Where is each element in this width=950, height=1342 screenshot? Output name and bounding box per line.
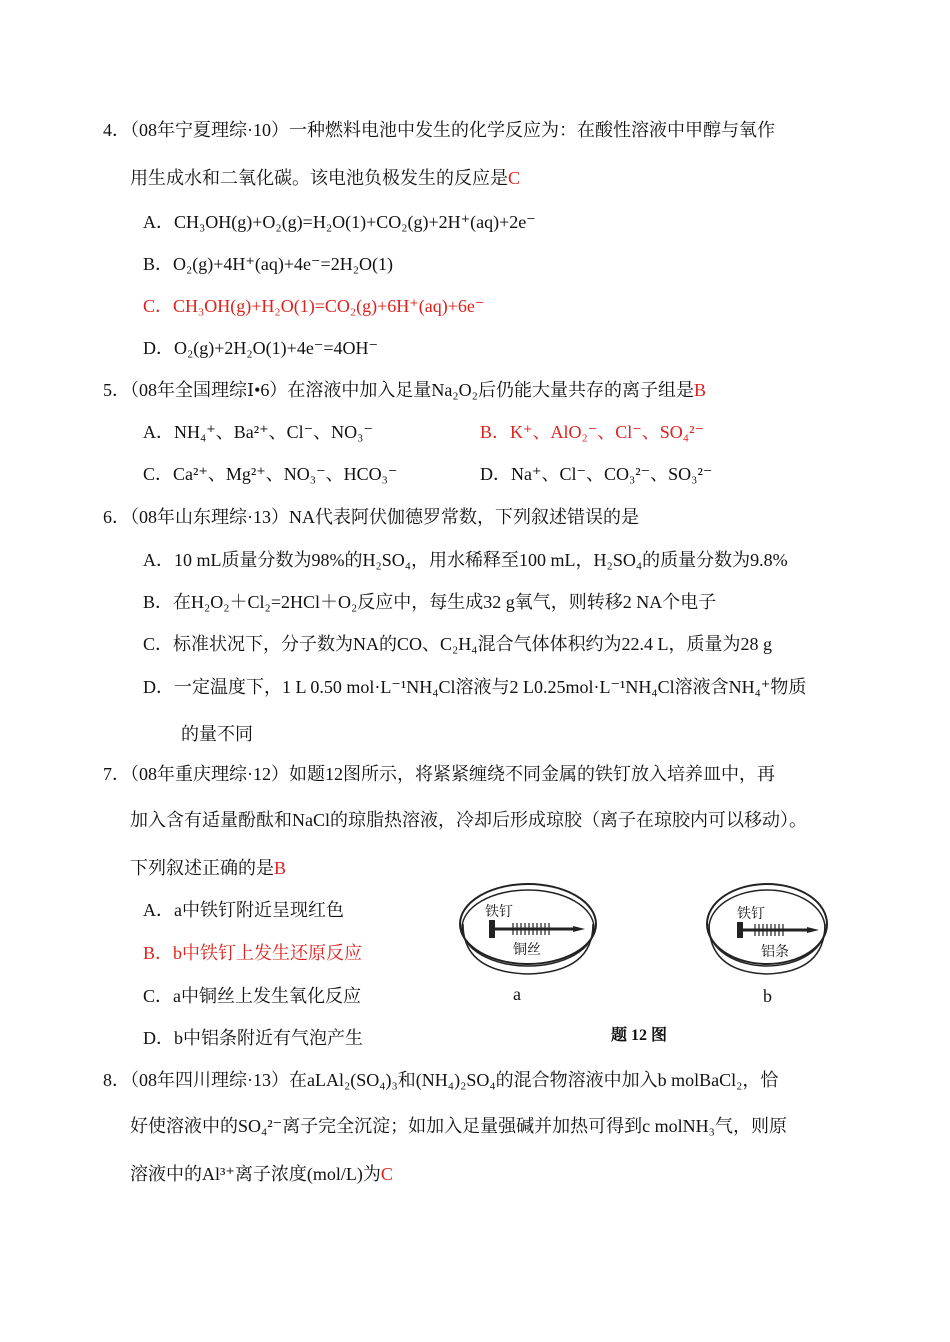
q7-stem: （08年重庆理综·12）如题12图所示，将紧紧缠绕不同金属的铁钉放入培养皿中，再 bbox=[130, 764, 775, 784]
q6-stem-line bbox=[103, 505, 639, 529]
q6-option-d: D．一定温度下，1 L 0.50 mol·L⁻¹NH₄Cl溶液与2 L0.25mol·L⁻¹NH₄Cl溶液含NH₄⁺物质 bbox=[143, 677, 807, 697]
petri-dish-a bbox=[460, 884, 596, 1004]
q8-stem-line1 bbox=[103, 1068, 778, 1092]
q4-answer: C bbox=[508, 168, 521, 188]
figure-b-wire-label: 铝条 bbox=[761, 944, 789, 960]
q8-stem-line3: 溶液中的Al³⁺离子浓度(mol/L)为C bbox=[130, 1164, 393, 1184]
q4-option-c: C．CH₃OH(g)+H₂O(1)=CO₂(g)+6H⁺(aq)+6e⁻ bbox=[143, 296, 485, 316]
q5-option-b: B．K⁺、AlO₂⁻、Cl⁻、SO₄²⁻ bbox=[480, 422, 704, 442]
figure-a-label: a bbox=[513, 984, 521, 1004]
q7-stem-line3: 下列叙述正确的是B bbox=[130, 858, 287, 878]
q6-option-a: A．10 mL质量分数为98%的H₂SO₄，用水稀释至100 mL，H₂SO₄的质量分数为9.8% bbox=[143, 550, 788, 570]
q6-stem: （08年山东理综·13）NA代表阿伏伽德罗常数，下列叙述错误的是 bbox=[130, 507, 639, 527]
q8-number: 8． bbox=[103, 1070, 130, 1090]
q5-option-a: A．NH₄⁺、Ba²⁺、Cl⁻、NO₃⁻ bbox=[143, 422, 373, 442]
q8-stem: （08年四川理综·13）在aLAl₂(SO₄)₃和(NH₄)₂SO₄的混合物溶液中加入b molBaCl₂，恰 bbox=[130, 1070, 779, 1090]
q6-option-b: B．在H₂O₂＋Cl₂=2HCl＋O₂反应中，每生成32 g氧气，则转移2 NA个电子 bbox=[143, 592, 717, 612]
q5-stem-line bbox=[103, 378, 706, 402]
q4-option-b: B．O₂(g)+4H⁺(aq)+4e⁻=2H₂O(1) bbox=[143, 254, 393, 274]
figure-b-label: b bbox=[763, 986, 772, 1006]
q5-option-c: C．Ca²⁺、Mg²⁺、NO₃⁻、HCO₃⁻ bbox=[143, 464, 398, 484]
q7-stem-line1 bbox=[103, 762, 775, 786]
q7-stem-line2: 加入含有适量酚酞和NaCl的琼脂热溶液，冷却后形成琼胶（离子在琼胶内可以移动）。 bbox=[130, 810, 807, 830]
q7-option-d: D．b中铝条附近有气泡产生 bbox=[143, 1028, 363, 1048]
q4-number: 4． bbox=[103, 120, 130, 140]
petri-dish-b bbox=[707, 884, 827, 1006]
q4-stem-line1 bbox=[103, 118, 775, 142]
figure-caption: 题 12 图 bbox=[611, 1027, 668, 1044]
q7-number: 7． bbox=[103, 764, 130, 784]
q6-number: 6． bbox=[103, 507, 130, 527]
q5-option-d: D．Na⁺、Cl⁻、CO₃²⁻、SO₃²⁻ bbox=[480, 464, 713, 484]
q7-option-a: A．a中铁钉附近呈现红色 bbox=[143, 900, 344, 920]
figure-b-nail-label: 铁钉 bbox=[737, 906, 765, 922]
q6-option-c: C．标准状况下，分子数为NA的CO、C₂H₄混合气体体积约为22.4 L，质量为28 g bbox=[143, 634, 773, 654]
figure-a-wire-label: 铜丝 bbox=[513, 942, 541, 958]
q4-option-a: A．CH₃OH(g)+O₂(g)=H₂O(1)+CO₂(g)+2H⁺(aq)+2e⁻ bbox=[143, 212, 536, 232]
q7-option-b: B．b中铁钉上发生还原反应 bbox=[143, 943, 363, 963]
q7-answer: B bbox=[274, 858, 287, 878]
q6-option-d-cont: 的量不同 bbox=[181, 724, 253, 744]
q7-option-c: C．a中铜丝上发生氧化反应 bbox=[143, 986, 361, 1006]
q4-option-d: D．O₂(g)+2H₂O(1)+4e⁻=4OH⁻ bbox=[143, 338, 378, 358]
q5-stem: （08年全国理综Ⅰ•6）在溶液中加入足量Na₂O₂后仍能大量共存的离子组是 bbox=[130, 380, 694, 400]
q4-stem: （08年宁夏理综·10）一种燃料电池中发生的化学反应为：在酸性溶液中甲醇与氧作 bbox=[130, 120, 775, 140]
q8-stem-line2: 好使溶液中的SO₄²⁻离子完全沉淀；如加入足量强碱并加热可得到c molNH₃气，则原 bbox=[130, 1116, 787, 1136]
nail-icon bbox=[737, 922, 819, 938]
q5-number: 5． bbox=[103, 380, 130, 400]
q8-answer: C bbox=[380, 1164, 393, 1184]
q4-stem-line2: 用生成水和二氧化碳。该电池负极发生的反应是C bbox=[130, 168, 521, 188]
q5-answer: B bbox=[693, 380, 706, 400]
petri-dish-figure bbox=[455, 872, 855, 1052]
figure-a-nail-label: 铁钉 bbox=[485, 904, 513, 920]
